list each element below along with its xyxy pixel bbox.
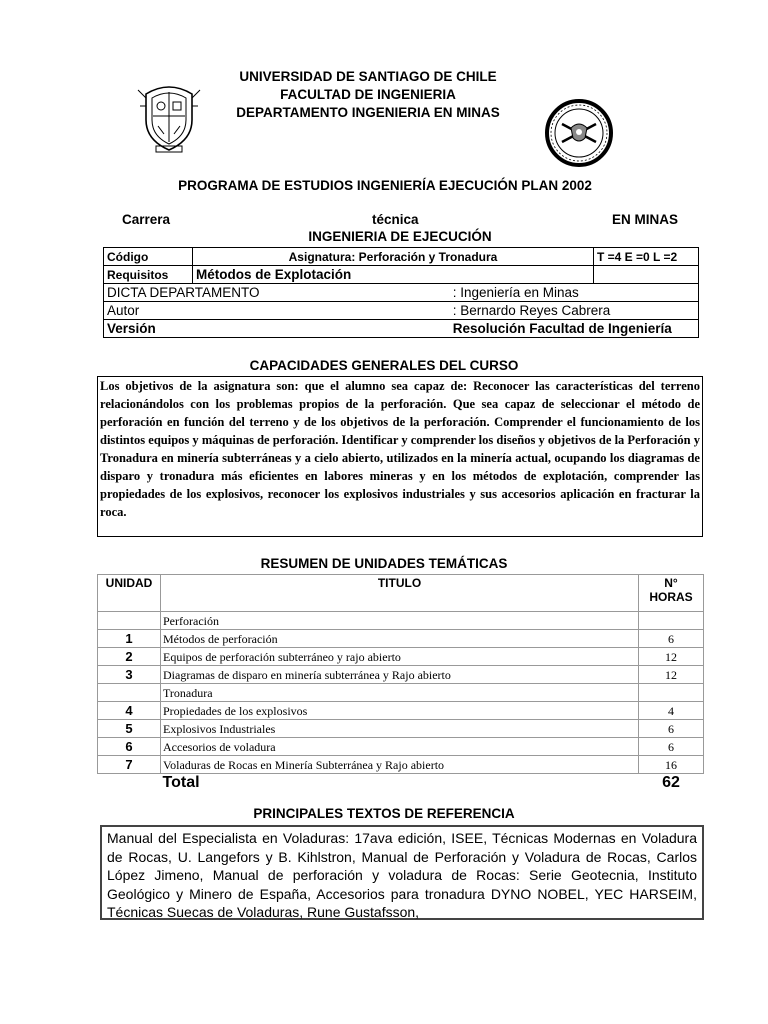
total-label: Total xyxy=(162,773,200,791)
units-header-row xyxy=(98,575,704,612)
unit-number: 3 xyxy=(98,666,161,684)
unit-title: Métodos de perforación xyxy=(161,630,639,648)
total-row xyxy=(98,774,704,792)
table-row xyxy=(98,738,704,756)
codigo-label: Código xyxy=(104,248,193,266)
unit-hours xyxy=(639,612,704,630)
table-row xyxy=(98,648,704,666)
units-title: RESUMEN DE UNIDADES TEMÁTICAS xyxy=(260,556,508,571)
asignatura-value: Asignatura: Perforación y Tronadura xyxy=(193,248,594,266)
department-seal-logo xyxy=(544,98,614,168)
unit-number xyxy=(98,684,161,702)
unit-hours: 12 xyxy=(639,648,704,666)
total-spacer xyxy=(98,774,161,792)
unit-hours: 6 xyxy=(639,720,704,738)
col-titulo-header: TITULO xyxy=(161,575,639,612)
requisitos-label: Requisitos xyxy=(104,266,193,284)
version-row xyxy=(104,320,699,338)
unit-number: 7 xyxy=(98,756,161,774)
unit-title: Accesorios de voladura xyxy=(161,738,639,756)
table-row xyxy=(98,756,704,774)
unit-title: Tronadura xyxy=(161,684,639,702)
unit-hours: 6 xyxy=(639,630,704,648)
unit-title: Explosivos Industriales xyxy=(161,720,639,738)
table-row xyxy=(98,702,704,720)
unit-number xyxy=(98,612,161,630)
table-row xyxy=(98,666,704,684)
career-line2: INGENIERIA DE EJECUCIÓN xyxy=(308,229,492,244)
requisitos-empty xyxy=(594,266,699,284)
table-row xyxy=(98,720,704,738)
university-name: UNIVERSIDAD DE SANTIAGO DE CHILE xyxy=(239,69,497,84)
capacidades-text: Los objetivos de la asignatura son: que el alumno sea capaz de: Reconocer las características del terreno relacionándolos con los problemas propios de la perforación. Que sea capaz de seleccionar el método de perforación en función del terreno y de los objetivos de la perforación. Comprender el funcionamiento de los distintos equipos y máquinas de perforación. Identificar y comprender los diseños y objetivos de la Perforación y Tronadura en minería subterráneas y a cielo abierto, utilizados en la minería actual, ocupando los diagramas de disparo y tronadura más eficientes en labores mineras y en los métodos de explotación, comprender las propiedades de los explosivos, reconocer los explosivos industriales y sus accesorios aplicación en fracturar la roca. xyxy=(97,376,703,537)
total-value: 62 xyxy=(662,773,680,791)
career-word-tecnica: técnica xyxy=(372,212,419,227)
career-label: Carrera xyxy=(122,212,171,227)
faculty-name: FACULTAD DE INGENIERIA xyxy=(280,87,456,102)
units-table xyxy=(97,574,704,791)
autor-row xyxy=(104,302,699,320)
unit-title: Propiedades de los explosivos xyxy=(161,702,639,720)
unit-title: Perforación xyxy=(161,612,639,630)
table-row xyxy=(98,612,704,630)
unit-title: Voladuras de Rocas en Minería Subterránea y Rajo abierto xyxy=(161,756,639,774)
unit-title: Equipos de perforación subterráneo y rajo abierto xyxy=(161,648,639,666)
references-text: Manual del Especialista en Voladuras: 17ava edición, ISEE, Técnicas Modernas en Voladura de Rocas, U. Langefors y B. Kihlstron, Manual de Perforación y Voladura de Rocas, Carlos López Jimeno, Manual de perforación y voladura de Rocas: Serie Geotecnia, Instituto Geológico y Minero de España, Accesorios para tronadura DYNO NOBEL, YEC HARSEIM, Técnicas Suecas de Voladuras, Rune Gustafsson, xyxy=(100,825,704,920)
program-title: PROGRAMA DE ESTUDIOS INGENIERÍA EJECUCIÓN PLAN 2002 xyxy=(178,178,592,193)
department-name: DEPARTAMENTO INGENIERIA EN MINAS xyxy=(236,105,500,120)
dicta-row xyxy=(104,284,699,302)
unit-number: 2 xyxy=(98,648,161,666)
university-crest-logo xyxy=(136,76,202,156)
unit-title: Diagramas de disparo en minería subterránea y Rajo abierto xyxy=(161,666,639,684)
version-label: Versión xyxy=(104,320,450,338)
unit-number: 4 xyxy=(98,702,161,720)
table-row xyxy=(98,684,704,702)
unit-hours: 16 xyxy=(639,756,704,774)
course-info-table xyxy=(103,247,699,338)
requisitos-row xyxy=(104,266,699,284)
capacidades-title: CAPACIDADES GENERALES DEL CURSO xyxy=(249,358,519,373)
references-title: PRINCIPALES TEXTOS DE REFERENCIA xyxy=(253,806,515,821)
unit-number: 6 xyxy=(98,738,161,756)
unit-number: 1 xyxy=(98,630,161,648)
col-horas-header: N° HORAS xyxy=(639,575,704,612)
table-row xyxy=(98,630,704,648)
requisitos-value: Métodos de Explotación xyxy=(193,266,594,284)
dicta-label: DICTA DEPARTAMENTO xyxy=(104,284,450,302)
unit-hours: 6 xyxy=(639,738,704,756)
dicta-value: : Ingeniería en Minas xyxy=(450,284,699,302)
unit-number: 5 xyxy=(98,720,161,738)
version-value: Resolución Facultad de Ingeniería xyxy=(450,320,699,338)
unit-hours: 4 xyxy=(639,702,704,720)
autor-label: Autor xyxy=(104,302,450,320)
col-unidad-header: UNIDAD xyxy=(98,575,161,612)
career-word-en-minas: EN MINAS xyxy=(612,212,679,227)
unit-hours xyxy=(639,684,704,702)
header-block xyxy=(236,68,500,122)
hours-value: T =4 E =0 L =2 xyxy=(594,248,699,266)
unit-hours: 12 xyxy=(639,666,704,684)
autor-value: : Bernardo Reyes Cabrera xyxy=(450,302,699,320)
codigo-row xyxy=(104,248,699,266)
